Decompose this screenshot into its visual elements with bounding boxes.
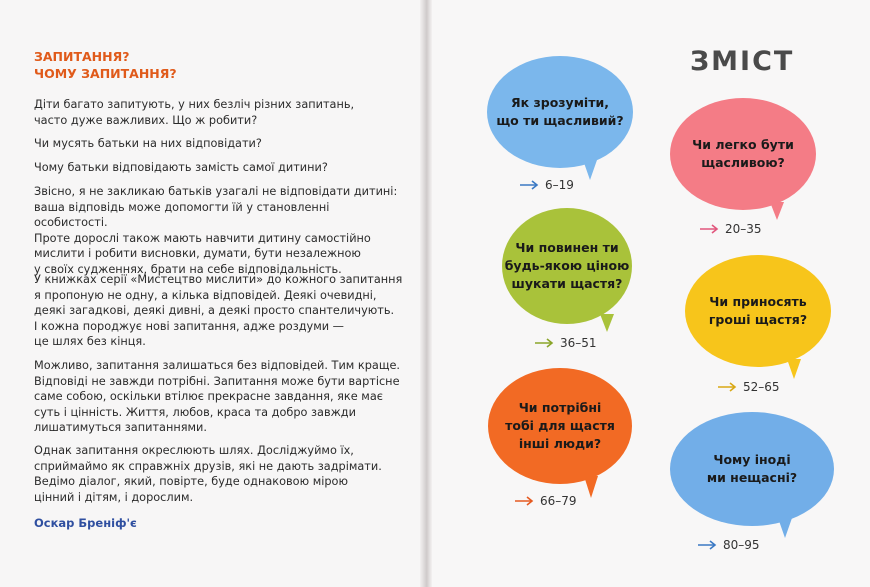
toc-entry-3-page-range: 36–51 — [560, 336, 597, 350]
book-spine — [420, 0, 432, 587]
arrow-right-icon — [535, 338, 555, 348]
toc-entry-1-bubble[interactable] — [487, 56, 633, 168]
toc-entry-1-question: Як зрозуміти, що ти щасливий? — [496, 95, 624, 128]
toc-entry-3-pages[interactable] — [535, 336, 597, 350]
toc-entry-4-question: Чи приносять гроші щастя? — [708, 294, 808, 327]
toc-entry-6-page-range: 80–95 — [723, 538, 760, 552]
toc-entry-3-bubble[interactable] — [502, 208, 632, 324]
intro-paragraph-7: Однак запитання окреслюють шлях. Досліджуймо їх, сприймаймо як справжніх друзів, які не дають задрімати. Ведімо діалог, який, повірте, буде однаковою мірою цінний і дітям, і дорослим. — [34, 444, 382, 504]
intro-paragraph-1: Діти багато запитують, у них безліч різних запитань, часто дуже важливих. Що ж робити? — [34, 98, 355, 127]
toc-entry-4-pages[interactable] — [718, 380, 780, 394]
toc-entry-1-pages[interactable] — [520, 178, 574, 192]
toc-entry-6-bubble[interactable] — [670, 412, 834, 526]
author-signature: Оскар Бреніф'є — [34, 516, 137, 530]
arrow-right-icon — [520, 180, 540, 190]
arrow-right-icon — [515, 496, 535, 506]
toc-entry-6-pages[interactable] — [698, 538, 760, 552]
toc-title: ЗМІСТ — [690, 46, 795, 77]
intro-paragraph-5: У книжках серії «Мистецтво мислити» до кожного запитання я пропоную не одну, а кілька відповідей. Деякі очевидні, деякі загадкові, деякі дивні, а деякі просто спантеличують. І кожна породжує нові запитання, адже роздуми — це шлях без кінця. — [34, 273, 403, 349]
left-page-title: ЗАПИТАННЯ? ЧОМУ ЗАПИТАННЯ? — [34, 49, 177, 81]
toc-entry-2-page-range: 20–35 — [725, 222, 762, 236]
toc-entry-5-bubble[interactable] — [488, 368, 632, 484]
intro-paragraph-2: Чи мусять батьки на них відповідати? — [34, 137, 262, 150]
arrow-right-icon — [698, 540, 718, 550]
toc-entry-5-page-range: 66–79 — [540, 494, 577, 508]
intro-paragraph-6: Можливо, запитання залишаться без відповідей. Тим краще. Відповіді не завжди потрібні. Запитання може бути вартісне саме собою, оскільки втілює прекрасне завдання, яке має суть і цінність. Життя, любов, краса та добро завжди лишатимуться запитаннями. — [34, 359, 401, 435]
toc-entry-2-question: Чи легко бути щасливою? — [692, 137, 794, 170]
toc-entry-5-question: Чи потрібні тобі для щастя інші люди? — [505, 400, 615, 451]
toc-entry-2-bubble[interactable] — [670, 98, 816, 210]
intro-paragraph-4: Звісно, я не закликаю батьків узагалі не відповідати дитині: ваша відповідь може допомогти їй у становленні особистості. Проте дорослі також мають навчити дитину самостійно мислити і робити висновки, думати, бути незалежною у своїх судженнях, брати на себе відповідальність. — [34, 185, 398, 276]
toc-entry-3-question: Чи повинен ти будь-якою ціною шукати щастя? — [504, 240, 630, 291]
intro-paragraph-3: Чому батьки відповідають замість самої дитини? — [34, 161, 328, 174]
toc-entry-6-question: Чому іноді ми нещасні? — [706, 452, 798, 485]
toc-entry-1-page-range: 6–19 — [545, 178, 574, 192]
arrow-right-icon — [700, 224, 720, 234]
toc-entry-4-bubble[interactable] — [685, 255, 831, 367]
toc-entry-2-pages[interactable] — [700, 222, 762, 236]
arrow-right-icon — [718, 382, 738, 392]
toc-entry-5-pages[interactable] — [515, 494, 577, 508]
toc-entry-4-page-range: 52–65 — [743, 380, 780, 394]
